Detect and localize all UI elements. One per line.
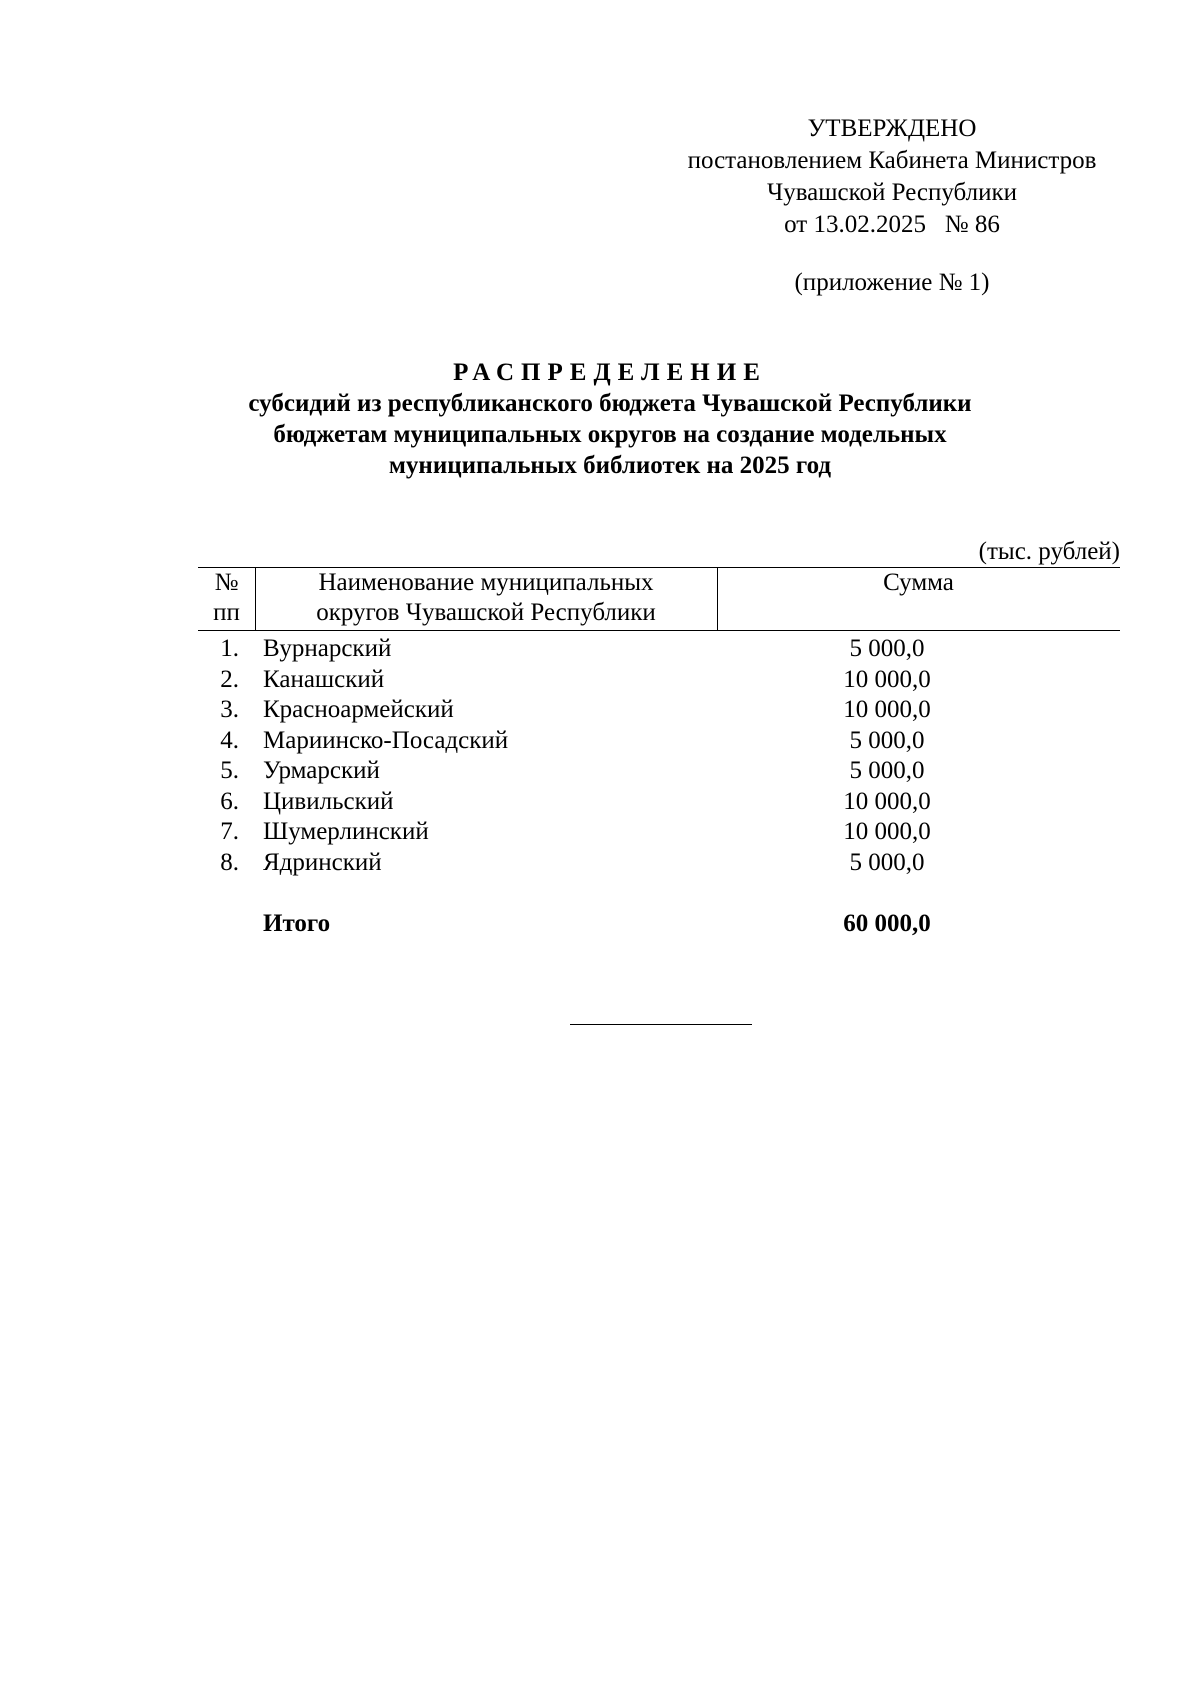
row-district: Красноармейский — [263, 696, 454, 723]
title-heading: РАСПРЕДЕЛЕНИЕ — [453, 359, 767, 386]
header-sum — [717, 568, 1120, 630]
row-number: 5. — [220, 757, 239, 784]
table-total-row — [198, 909, 1120, 940]
table-body — [198, 634, 1120, 940]
title-line-1: субсидий из республиканского бюджета Чувашской Республики — [248, 390, 972, 417]
row-sum: 10 000,0 — [843, 818, 931, 845]
approval-date-number: от 13.02.2025 № 86 — [784, 211, 1000, 238]
row-sum: 5 000,0 — [849, 635, 925, 662]
row-number: 4. — [220, 726, 239, 754]
row-sum: 5 000,0 — [849, 757, 925, 784]
row-sum: 5 000,0 — [849, 726, 925, 754]
table-row — [198, 817, 1120, 848]
table-row — [198, 634, 1120, 665]
row-sum: 5 000,0 — [849, 848, 925, 876]
header-name-line-1: Наименование муниципальных — [318, 569, 654, 596]
total-label: Итого — [263, 910, 331, 937]
row-sum: 10 000,0 — [843, 665, 931, 693]
approval-republic: Чувашской Республики — [766, 179, 1018, 206]
header-number-line-1: № — [214, 569, 239, 596]
table-header — [198, 567, 1120, 631]
row-sum: 10 000,0 — [843, 787, 931, 815]
row-number: 3. — [220, 696, 239, 723]
approval-stamp — [662, 113, 1122, 299]
row-district: Канашский — [263, 665, 385, 693]
header-number — [198, 568, 256, 630]
row-district: Цивильский — [263, 787, 394, 815]
row-district: Мариинско-Посадский — [263, 726, 509, 754]
units-note: (тыс. рублей) — [978, 538, 1120, 565]
row-district: Вурнарский — [263, 635, 392, 662]
title-line-3: муниципальных библиотек на 2025 год — [388, 452, 832, 479]
row-sum: 10 000,0 — [843, 696, 931, 723]
row-number: 7. — [220, 818, 239, 845]
table-row — [198, 848, 1120, 879]
table-row — [198, 695, 1120, 726]
header-sum-label: Сумма — [883, 569, 954, 596]
end-divider — [570, 1024, 752, 1025]
row-number: 1. — [220, 635, 239, 662]
row-number: 6. — [220, 787, 239, 815]
row-number: 8. — [220, 848, 239, 876]
header-number-line-2: пп — [213, 599, 240, 626]
distribution-table — [198, 567, 1120, 940]
row-district: Ядринский — [263, 848, 382, 876]
title-line-2: бюджетам муниципальных округов на создание модельных — [273, 421, 947, 448]
table-row — [198, 787, 1120, 818]
table-row — [198, 726, 1120, 757]
row-district: Урмарский — [263, 757, 380, 784]
header-name-line-2: округов Чувашской Республики — [316, 599, 656, 626]
appendix-number: (приложение № 1) — [794, 269, 990, 296]
approval-authority: постановлением Кабинета Министров — [687, 147, 1097, 174]
document-title — [150, 357, 1070, 481]
total-sum: 60 000,0 — [843, 910, 931, 937]
table-row — [198, 756, 1120, 787]
row-number: 2. — [220, 665, 239, 693]
table-row — [198, 665, 1120, 696]
row-district: Шумерлинский — [263, 818, 429, 845]
header-name — [255, 568, 718, 630]
approval-title: УТВЕРЖДЕНО — [807, 115, 977, 142]
